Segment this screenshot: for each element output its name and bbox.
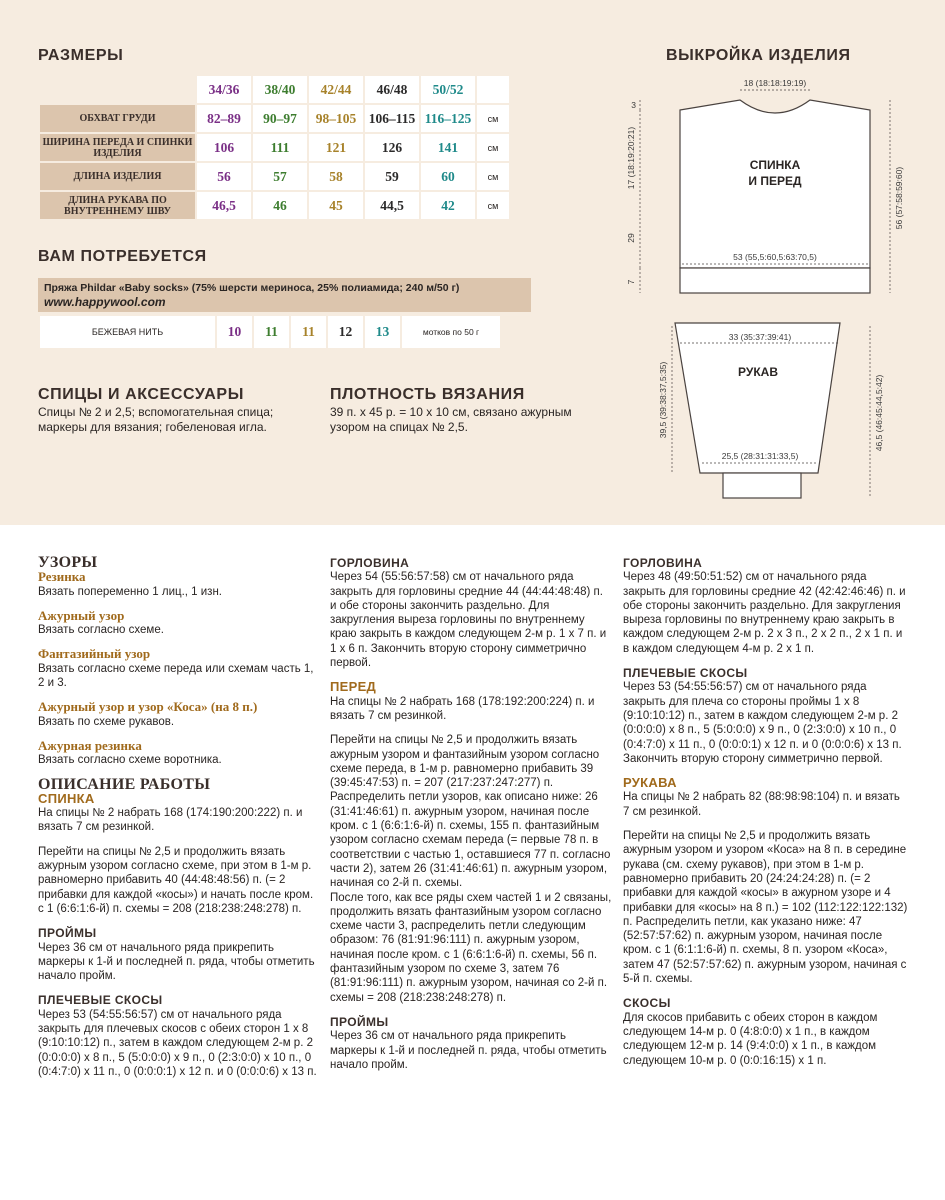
rukava-p2: Перейти на спицы № 2,5 и продолжить вязать ажурным узором и узором «Коса» на 8 п. в середине рукава (см. схему рукавов), при этом в 1-м р. равномерно прибавить 20 (24:24:24:28) п. (= 2 прибавки для каждой «косы» в ажурном узоре и 4 прибавки для «косы» на 8 п.) = 102 (112:122:122:132) п. Распределить петли, как указано ниже: 47 (52:57:57:62) п. ажурным узором, начиная после кром. с 1 (6:1:1:6-й) п. схемы, 8 п. узором «Коса», затем 47 (52:57:57:62) п. ажурным узором, начиная с 5-й п. схемы. xyxy=(623,830,908,986)
proimy2-title: ПРОЙМЫ xyxy=(330,1014,389,1029)
cell: 10 xyxy=(217,316,252,348)
pered-title: ПЕРЕД xyxy=(330,679,377,695)
cell: 98–105 xyxy=(309,105,363,132)
pattern-diagram xyxy=(600,68,920,508)
gorl-title: ГОРЛОВИНА xyxy=(330,556,410,570)
unit-header xyxy=(477,76,509,103)
cell: 12 xyxy=(328,316,363,348)
proimy-title: ПРОЙМЫ xyxy=(38,926,97,941)
cell: 56 xyxy=(197,163,251,190)
unit: см xyxy=(477,134,509,161)
label-width: 53 (55,5:60,5:63:70,5) xyxy=(733,252,817,262)
gorl-text: Через 54 (55:56:57:58) см от начального ряда закрыть для горловины средние 44 (44:44:48:48) п. и обе стороны закончить раздельно. Для закругления выреза горловины по внутреннему краю закрыть в каждом следующем 2-м р. 1 x 7 п. и 1 x 6 п. Закончить вторую сторону симметрично первой. xyxy=(330,571,607,670)
body-label-2: И ПЕРЕД xyxy=(748,174,802,188)
cell: 57 xyxy=(253,163,307,190)
label-sleeve-bottom: 25,5 (28:31:31:33,5) xyxy=(721,451,799,461)
spinka-p2: Перейти на спицы № 2,5 и продолжить вязать ажурным узором согласно схеме, при этом в 1-м р. равномерно прибавить 40 (44:48:48:56) п. (= 2 прибавки для каждой «косы») и начать после кром. с 1 (6:6:1:6-й) п. схемы = 208 (218:238:248:278) п. xyxy=(38,845,314,915)
cell: 111 xyxy=(253,134,307,161)
size-1: 34/36 xyxy=(197,76,251,103)
label-total: 56 (57:58:59:60) xyxy=(894,166,904,230)
row-label: ДЛИНА РУКАВА ПО ВНУТРЕННЕМУ ШВУ xyxy=(40,192,195,219)
cell: 11 xyxy=(254,316,289,348)
body-label-1: СПИНКА xyxy=(749,158,801,172)
size-2: 38/40 xyxy=(253,76,307,103)
unit: см xyxy=(477,105,509,132)
spinka-title: СПИНКА xyxy=(38,790,95,806)
label-armhole: 17 (18:19:20:21) xyxy=(626,126,636,190)
spinka-p1: На спицы № 2 набрать 168 (174:190:200:222) п. и вязать 7 см резинкой. xyxy=(38,807,303,834)
unit: мотков по 50 г xyxy=(402,316,500,348)
pered-p3: Распределить петли узоров, как описано ниже: 26 (31:41:46:61) п. ажурным узором, начиная после кром. с 1 (6:6:1:6-й) п. схемы, 155 п. фантазийным узором согласно схемам переда (= первые 78 п. в соответствии с частью 1, оставшиеся 77 п. согласно части 2), затем 26 (31:41:46:61) п. ажурным узором, начиная со 2-й п. схемы. xyxy=(330,791,611,890)
plech-text: Через 53 (54:55:56:57) см от начального ряда закрыть для плечевых скосов с обеих сторон 1 x 8 (9:10:10:12) п., затем в каждом следующем 2-м р. 2 (0:0:0:0) x 8 п., 5 (5:0:0:0) x 9 п., 0 (2:3:0:0) x 10 п., 0 (0:4:7:0) x 11 п., 0 (0:0:0:1) x 12 п. и 0 (0:0:0:6) x 13 п. xyxy=(38,1008,317,1078)
need-title: ВАМ ПОТРЕБУЕТСЯ xyxy=(38,248,207,265)
plech3-text: Через 53 (54:55:56:57) см от начального ряда закрыть для плеча со стороны проймы 1 x 8 (9:10:10:12) п., затем в каждом следующем 2-м р. 2 (0:0:0:0) x 8 п., 5 (5:0:0:0) x 9 п., 0 (2:3:0:0) x 10 п., 0 (0:4:7:0) x 11 п., 0 (0:0:0:1) x 12 п. и 0 (0:0:0:6) x 13 п. Закончить вторую сторону симметрично первой. xyxy=(623,681,902,765)
pered-p4: После того, как все ряды схем частей 1 и 2 связаны, продолжить вязать фантазийным узором согласно схеме части 3, распределить петли следующим образом: 76 (81:91:96:111) п. ажурным узором, начиная после кром. с 1 (6:6:1:6-й) п. схемы, 56 п. фантазийным узором по схеме 3, затем 76 (81:91:96:111) п. ажурным узором, начиная со 2-й п. схемы = 208 (218:238:248:278) п. xyxy=(330,891,612,1004)
cell: 42 xyxy=(421,192,475,219)
cell: 141 xyxy=(421,134,475,161)
sizes-table xyxy=(38,74,511,221)
unit: см xyxy=(477,192,509,219)
plech-title: ПЛЕЧЕВЫЕ СКОСЫ xyxy=(38,993,163,1008)
cell: 106 xyxy=(197,134,251,161)
needles-text: Спицы № 2 и 2,5; вспомогательная спица; маркеры для вязания; гобеленовая игла. xyxy=(38,405,274,434)
cell: 13 xyxy=(365,316,400,348)
kos-text: Вязать по схеме рукавов. xyxy=(38,715,175,728)
proimy2-text: Через 36 см от начального ряда прикрепить маркеры к 1-й и последней п. ряда, чтобы отметить начало пройм. xyxy=(330,1030,607,1071)
fan-text: Вязать согласно схеме переда или схемам часть 1, 2 и 3. xyxy=(38,662,314,690)
cell: 44,5 xyxy=(365,192,419,219)
cell: 90–97 xyxy=(253,105,307,132)
cell: 126 xyxy=(365,134,419,161)
cell: 121 xyxy=(309,134,363,161)
needles-title: СПИЦЫ И АКСЕССУАРЫ xyxy=(38,386,244,403)
cell: 46,5 xyxy=(197,192,251,219)
sleeve-label: РУКАВ xyxy=(738,365,778,379)
size-4: 46/48 xyxy=(365,76,419,103)
label-top: 3 xyxy=(631,100,636,110)
label-sleeve-top: 33 (35:37:39:41) xyxy=(728,332,792,342)
rukava-title: РУКАВА xyxy=(623,775,677,791)
gorl3-text: Через 48 (49:50:51:52) см от начального ряда закрыть для горловины средние 42 (42:42:46:46) п. и обе стороны закончить раздельно. Для закругления выреза горловины по внутреннему краю закрыть в каждом следующем 2-м р. 2 x 3 п., 2 x 2 п., 2 x 1 п. и в каждом следующем 4-м р. 2 x 1 п. xyxy=(623,571,906,655)
size-3: 42/44 xyxy=(309,76,363,103)
yarn-table xyxy=(38,314,502,350)
row-label: ДЛИНА ИЗДЕЛИЯ xyxy=(40,163,195,190)
row-label: ШИРИНА ПЕРЕДА И СПИНКИ ИЗДЕЛИЯ xyxy=(40,134,195,161)
body-rib xyxy=(680,268,870,293)
label-side: 29 xyxy=(626,233,636,243)
cell: 116–125 xyxy=(421,105,475,132)
azh-title: Ажурный узор xyxy=(38,607,125,623)
cell: 59 xyxy=(365,163,419,190)
corner-cell xyxy=(40,76,195,103)
label-sleeve-left: 39,5 (39:38:37,5:35) xyxy=(658,361,668,439)
skosy-text: Для скосов прибавить с обеих сторон в каждом следующем 14-м р. 0 (4:8:0:0) x 1 п., в каждом следующем 12-м р. 14 (9:4:0:0) x 1 п., в каждом следующем 10-м р. 0 (0:0:16:15) x 1 п. xyxy=(623,1011,878,1067)
yarn-description: Пряжа Phildar «Baby socks» (75% шерсти мериноса, 25% полиамида; 240 м/50 г) xyxy=(44,282,460,294)
size-5: 50/52 xyxy=(421,76,475,103)
cell: 58 xyxy=(309,163,363,190)
skosy-title: СКОСЫ xyxy=(623,996,671,1011)
sleeve-rib xyxy=(723,473,801,498)
pered-p1: На спицы № 2 набрать 168 (178:192:200:224) п. и вязать 7 см резинкой. xyxy=(330,695,595,722)
yarn-url: www.happywool.com xyxy=(44,295,166,309)
cell: 82–89 xyxy=(197,105,251,132)
column-3 xyxy=(623,556,908,1068)
fan-title: Фантазийный узор xyxy=(38,646,151,662)
gauge-text: 39 п. x 45 р. = 10 x 10 см, связано ажурным узором на спицах № 2,5. xyxy=(330,405,572,434)
label-rib: 7 xyxy=(626,279,636,285)
rukava-p1: На спицы № 2 набрать 82 (88:98:98:104) п. и вязать 7 см резинкой. xyxy=(623,791,900,818)
azr-title: Ажурная резинка xyxy=(38,737,142,753)
label-sleeve-right: 46,5 (46:45:44,5:42) xyxy=(874,374,884,452)
sizes-title: РАЗМЕРЫ xyxy=(38,47,124,64)
azr-text: Вязать согласно схеме воротника. xyxy=(38,754,222,767)
yarn-label: БЕЖЕВАЯ НИТЬ xyxy=(40,316,215,348)
cell: 45 xyxy=(309,192,363,219)
column-1 xyxy=(38,556,320,1079)
cell: 11 xyxy=(291,316,326,348)
column-2 xyxy=(330,556,612,1072)
unit: см xyxy=(477,163,509,190)
pattern-title: ВЫКРОЙКА ИЗДЕЛИЯ xyxy=(666,47,851,64)
uzory-title: УЗОРЫ xyxy=(38,554,98,571)
azh-text: Вязать согласно схеме. xyxy=(38,624,164,637)
opis-title: ОПИСАНИЕ РАБОТЫ xyxy=(38,775,211,793)
label-neck: 18 (18:18:19:19) xyxy=(743,78,807,88)
kos-title: Ажурный узор и узор «Коса» (на 8 п.) xyxy=(38,699,258,715)
cell: 60 xyxy=(421,163,475,190)
row-label: ОБХВАТ ГРУДИ xyxy=(40,105,195,132)
cell: 106–115 xyxy=(365,105,419,132)
rez-title: Резинка xyxy=(38,569,86,585)
yarn-box xyxy=(38,278,531,312)
pered-p2: Перейти на спицы № 2,5 и продолжить вязать ажурным узором и фантазийным узором согласно схеме переда, в 1-м р. равномерно прибавить 39 (39:45:47:53) п. = 207 (217:237:247:277) п. xyxy=(330,734,600,790)
gauge-title: ПЛОТНОСТЬ ВЯЗАНИЯ xyxy=(330,386,525,403)
proimy-text: Через 36 см от начального ряда прикрепить маркеры к 1-й и последней п. ряда, чтобы отметить начало пройм. xyxy=(38,941,315,983)
rez-text: Вязать попеременно 1 лиц., 1 изн. xyxy=(38,585,222,598)
cell: 46 xyxy=(253,192,307,219)
plech3-title: ПЛЕЧЕВЫЕ СКОСЫ xyxy=(623,666,748,681)
gorl3-title: ГОРЛОВИНА xyxy=(623,556,703,570)
